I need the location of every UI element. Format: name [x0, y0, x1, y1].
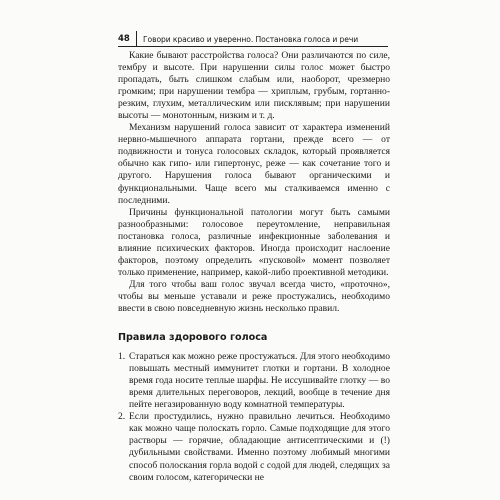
header-divider: [136, 31, 137, 46]
list-number: 1.: [118, 351, 126, 363]
page-number: 48: [118, 34, 130, 44]
running-title: Говори красиво и уверенно. Постановка голоса и речи: [143, 35, 359, 44]
list-item: [118, 351, 390, 411]
paragraph: Механизм нарушений голоса зависит от характера изменений нервно-мышечного аппарата гортани, прежде всего — от подвижности и тонуса голосовых складок, который проявляется обычно как гипо- или гипертонус, реже — как сочетание того и другого. Нарушения голоса бывают органическими и функциональными. Чаще всего мы сталкиваемся именно с последними.: [118, 122, 390, 206]
page-body: [118, 50, 390, 484]
paragraph: Причины функциональной патологии могут быть самыми разнообразными: голосовое переутомление, неправильная постановка голоса, различные инфекционные заболевания и влияние психических факторов. Иногда происходит наслоение факторов, поэтому определить «пусковой» момент позволяет только применение, например, какой-либо проективной методики.: [118, 206, 390, 278]
running-header: [118, 31, 388, 47]
list-item: [118, 411, 390, 483]
rules-list: [118, 351, 390, 484]
list-number: 2.: [118, 411, 126, 423]
list-text: Если простудились, нужно правильно лечиться. Необходимо как можно чаще полоскать горло. Самые подходящие для этого растворы — горячие, обладающие антисептическими и (!) дубильными свойствами. Именно поэтому любимый многими способ полоскания горла водой с содой для людей, следящих за своим голосом, категорически не: [129, 411, 390, 483]
list-text: Стараться как можно реже простужаться. Для этого необходимо повышать местный иммунитет глотки и гортани. В холодное время года носите теплые шарфы. Не иссушивайте глотку — во время длительных переговоров, лекций, вообще в течение дня пейте негазированную воду комнатной температуры.: [129, 351, 390, 411]
section-heading: Правила здорового голоса: [118, 332, 268, 344]
paragraph: Какие бывают расстройства голоса? Они различаются по силе, тембру и высоте. При нарушении силы голос может быстро пропадать, быть слишком слабым или, наоборот, чрезмерно громким; при нарушении тембра — хриплым, грубым, гортанно-резким, глухим, металлическим или писклявым; при нарушении высоты — монотонным, низким и т. д.: [118, 50, 390, 122]
paragraph: Для того чтобы ваш голос звучал всегда чисто, «проточно», чтобы вы меньше уставали и реже простужались, необходимо ввести в свою повседневную жизнь несколько правил.: [118, 278, 390, 314]
